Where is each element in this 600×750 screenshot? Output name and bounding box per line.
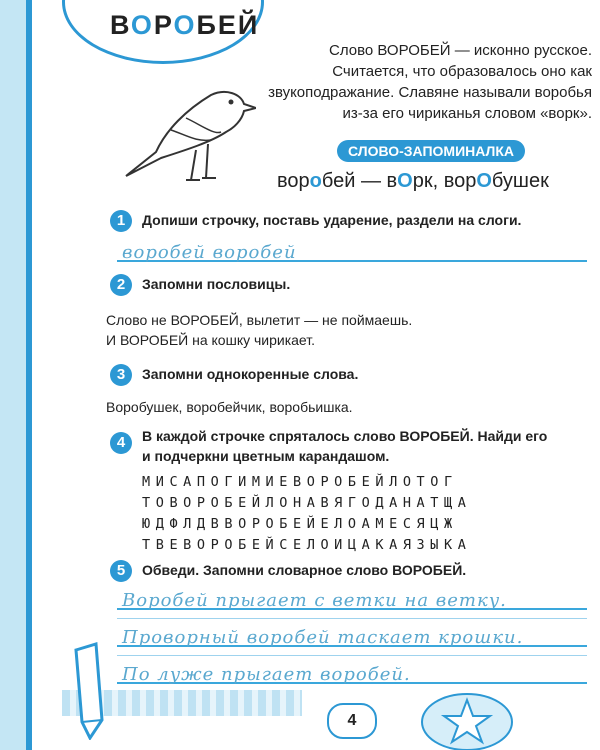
- related-words: Воробушек, воробейчик, воробьишка.: [106, 399, 353, 415]
- task-3-number: 3: [110, 364, 132, 386]
- task-1-text: Допиши строчку, поставь ударение, раздели на слоги.: [142, 212, 522, 228]
- page-title: ВОРОБЕЙ: [110, 10, 260, 40]
- trace-lines: [117, 582, 587, 684]
- memo-words: воробей — вОрк, ворОбушек: [277, 170, 549, 192]
- task-1-script: воробей воробей: [122, 242, 297, 263]
- letter-row[interactable]: ТВЕВОРОБЕЙСЕЛОИЦАКАЯЗЫКА: [142, 537, 472, 553]
- pencil-icon: [68, 640, 108, 740]
- task-2-number: 2: [110, 274, 132, 296]
- letter-grid: [142, 472, 471, 556]
- trace-text-2: Проворный воробей таскает крошки.: [122, 627, 524, 648]
- intro-paragraph: Слово ВОРОБЕЙ — исконно русское. Считается, что образовалось оно как звукоподражание. Славяне называли воробья из-за его чириканья словом «ворк».: [268, 42, 592, 122]
- task-5-number: 5: [110, 560, 132, 582]
- trace-text-1: Воробей прыгает с ветки на ветку.: [122, 590, 507, 611]
- sparrow-illustration: [116, 80, 256, 190]
- workbook-page: [26, 0, 600, 750]
- trace-spacer: [117, 647, 587, 656]
- task-4-text: В каждой строчке спряталось слово ВОРОБЕЙ. Найди его: [142, 428, 548, 444]
- task-3-text: Запомни однокоренные слова.: [142, 366, 359, 382]
- writing-line[interactable]: [117, 234, 587, 262]
- task-2-text: Запомни пословицы.: [142, 276, 291, 292]
- proverb-1: Слово не ВОРОБЕЙ, вылетит — не поймаешь.: [106, 312, 413, 328]
- trace-spacer: [117, 610, 587, 619]
- letter-row[interactable]: ЮДФЛДВВОРОБЕЙЕЛОАМЕСЯЦЖ: [142, 516, 458, 532]
- trace-line[interactable]: [117, 619, 587, 647]
- letter-row[interactable]: МИСАПОГИМИЕВОРОБЕЙЛОТОГ: [142, 474, 458, 490]
- proverb-2: И ВОРОБЕЙ на кошку чирикает.: [106, 332, 316, 348]
- task-1-lines: [117, 234, 587, 262]
- page-number: 4: [327, 703, 377, 739]
- task-5-text: Обведи. Запомни словарное слово ВОРОБЕЙ.: [142, 562, 467, 578]
- task-1-number: 1: [110, 210, 132, 232]
- task-4-number: 4: [110, 432, 132, 454]
- trace-line[interactable]: [117, 656, 587, 684]
- trace-line[interactable]: [117, 582, 587, 610]
- memo-badge: СЛОВО-ЗАПОМИНАЛКА: [337, 140, 525, 162]
- task-4-text-2: и подчеркни цветным карандашом.: [142, 448, 390, 464]
- letter-row[interactable]: ТОВОРОБЕЙЛОНАВЯГОДАНАТЩА: [142, 495, 472, 511]
- star-icon: [412, 682, 532, 750]
- trace-text-3: По луже прыгает воробей.: [122, 664, 411, 685]
